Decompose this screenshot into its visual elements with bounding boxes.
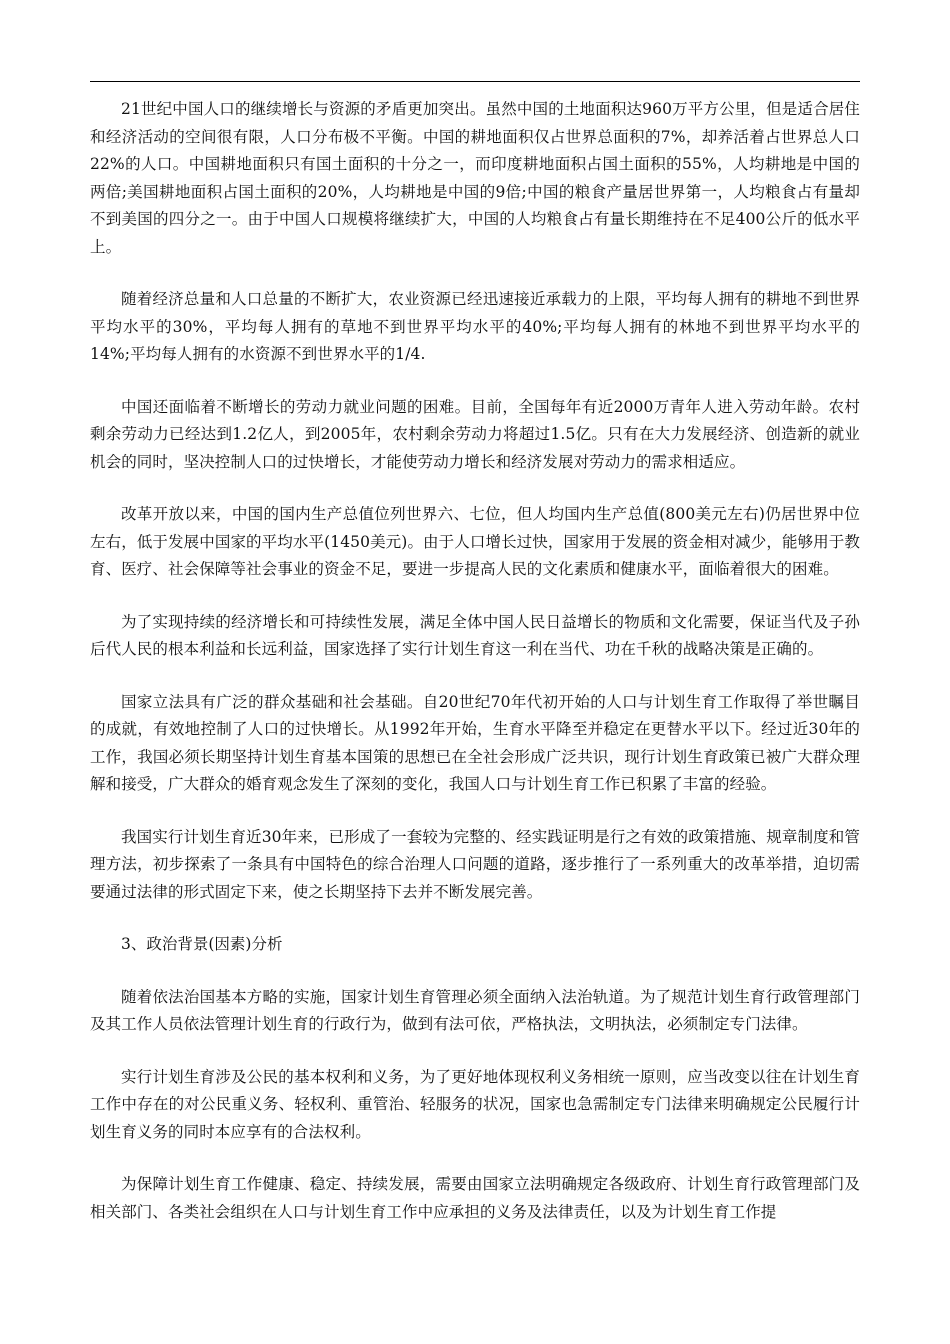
- section-heading-political-background: 3、政治背景(因素)分析: [121, 935, 283, 953]
- paragraph-agricultural-resources: 随着经济总量和人口总量的不断扩大，农业资源已经迅速接近承载力的上限，平均每人拥有的耕地不到世界平均水平的30%，平均每人拥有的草地不到世界平均水平的40%;平均每人拥有的林地不到世界平均水平的14%;平均每人拥有的水资源不到世界水平的1/4.: [90, 290, 860, 363]
- paragraph-rule-of-law: 随着依法治国基本方略的实施，国家计划生育管理必须全面纳入法治轨道。为了规范计划生育行政管理部门及其工作人员依法管理计划生育的行政行为，做到有法可依，严格执法，文明执法，必须制定专门法律。: [90, 987, 860, 1033]
- paragraph-policy-measures: 我国实行计划生育近30年来，已形成了一套较为完整的、经实践证明是行之有效的政策措施、规章制度和管理方法，初步探索了一条具有中国特色的综合治理人口问题的道路，逐步推行了一系列重大的改革举措，迫切需要通过法律的形式固定下来，使之长期坚持下去并不断发展完善。: [90, 827, 860, 901]
- paragraph-government-responsibilities: 为保障计划生育工作健康、稳定、持续发展，需要由国家立法明确规定各级政府、计划生育行政管理部门及相关部门、各类社会组织在人口与计划生育工作中应承担的义务及法律责任，以及为计划生育工作提: [90, 1175, 860, 1221]
- header-rule: [90, 81, 860, 82]
- paragraph-sustainable-development: 为了实现持续的经济增长和可持续性发展，满足全体中国人民日益增长的物质和文化需要，保证当代及子孙后代人民的根本利益和长远利益，国家选择了实行计划生育这一利在当代、功在千秋的战略决策是正确的。: [90, 612, 860, 658]
- paragraph-legislation-basis: 国家立法具有广泛的群众基础和社会基础。自20世纪70年代初开始的人口与计划生育工作取得了举世瞩目的成就，有效地控制了人口的过快增长。从1992年开始，生育水平降至并稳定在更替水平以下。经过近30年的工作，我国必须长期坚持计划生育基本国策的思想已在全社会形成广泛共识，现行计划生育政策已被广大群众理解和接受，广大群众的婚育观念发生了深刻的变化，我国人口与计划生育工作已积累了丰富的经验。: [90, 692, 860, 793]
- paragraph-employment: 中国还面临着不断增长的劳动力就业问题的困难。目前，全国每年有近2000万青年人进入劳动年龄。农村剩余劳动力已经达到1.2亿人，到2005年，农村剩余劳动力将超过1.5亿。只有在大力发展经济、创造新的就业机会的同时，坚决控制人口的过快增长，才能使劳动力增长和经济发展对劳动力的需求相适应。: [90, 397, 860, 471]
- paragraph-population-resources: 21世纪中国人口的继续增长与资源的矛盾更加突出。虽然中国的土地面积达960万平方公里，但是适合居住和经济活动的空间很有限，人口分布极不平衡。中国的耕地面积仅占世界总面积的7%，却养活着占世界总人口22%的人口。中国耕地面积只有国土面积的十分之一，而印度耕地面积占国土面积的55%，人均耕地是中国的两倍;美国耕地面积占国土面积的20%，人均耕地是中国的9倍;中国的粮食产量居世界第一，人均粮食占有量却不到美国的四分之一。由于中国人口规模将继续扩大，中国的人均粮食占有量长期维持在不足400公斤的低水平上。: [90, 100, 860, 256]
- paragraph-gdp: 改革开放以来，中国的国内生产总值位列世界六、七位，但人均国内生产总值(800美元左右)仍居世界中位左右，低于发展中国家的平均水平(1450美元)。由于人口增长过快，国家用于发展的资金相对减少，能够用于教育、医疗、社会保障等社会事业的资金不足，要进一步提高人民的文化素质和健康水平，面临着很大的困难。: [90, 505, 860, 578]
- document-body: [90, 96, 860, 1251]
- paragraph-rights-obligations: 实行计划生育涉及公民的基本权利和义务，为了更好地体现权利义务相统一原则，应当改变以往在计划生育工作中存在的对公民重义务、轻权利、重管治、轻服务的状况，国家也急需制定专门法律来明确规定公民履行计划生育义务的同时本应享有的合法权利。: [90, 1067, 860, 1141]
